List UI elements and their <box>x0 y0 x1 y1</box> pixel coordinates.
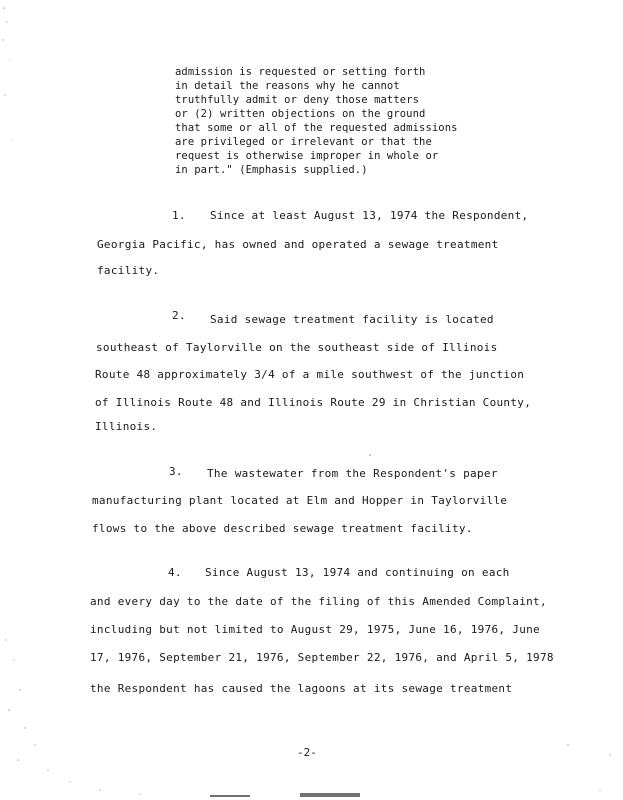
paragraph-line: Illinois. <box>95 420 158 433</box>
quote-line: are privileged or irrelevant or that the <box>175 136 432 148</box>
paragraph-line: and every day to the date of the filing of this Amended Complaint, <box>90 595 547 608</box>
paragraph-line: of Illinois Route 48 and Illinois Route 29 in Christian County, <box>95 396 532 409</box>
paragraph-line: manufacturing plant located at Elm and Hopper in Taylorville <box>92 494 508 507</box>
quote-line: or (2) written objections on the ground <box>175 108 426 120</box>
paragraph-number: 2. <box>172 309 186 322</box>
paragraph-line: Since August 13, 1974 and continuing on each <box>205 566 510 579</box>
page-number: -2- <box>297 746 317 759</box>
paragraph-line: facility. <box>97 264 160 277</box>
quote-line: that some or all of the requested admissions <box>175 122 458 134</box>
quote-line: in part." (Emphasis supplied.) <box>175 164 368 176</box>
paragraph-line: Since at least August 13, 1974 the Respondent, <box>210 209 529 222</box>
paragraph-line: Said sewage treatment facility is located <box>210 313 494 326</box>
paragraph-line: the Respondent has caused the lagoons at its sewage treatment <box>90 682 513 695</box>
paragraph-line: 17, 1976, September 21, 1976, September 22, 1976, and April 5, 1978 <box>90 651 554 664</box>
paragraph-number: 1. <box>172 209 186 222</box>
paragraph-number: 3. <box>169 465 183 478</box>
quote-line: truthfully admit or deny those matters <box>175 94 420 106</box>
quote-line: admission is requested or setting forth <box>175 66 426 78</box>
quote-line: in detail the reasons why he cannot <box>175 80 400 92</box>
quote-line: request is otherwise improper in whole or <box>175 150 439 162</box>
paragraph-line: The wastewater from the Respondent's paper <box>207 467 498 480</box>
paragraph-line: Georgia Pacific, has owned and operated a sewage treatment <box>97 238 499 251</box>
paragraph-line: Route 48 approximately 3/4 of a mile southwest of the junction <box>95 368 525 381</box>
paragraph-line: southeast of Taylorville on the southeast side of Illinois <box>96 341 498 354</box>
paragraph-number: 4. <box>168 566 182 579</box>
paragraph-line: flows to the above described sewage treatment facility. <box>92 522 473 535</box>
paragraph-line: including but not limited to August 29, 1975, June 16, 1976, June <box>90 623 540 636</box>
